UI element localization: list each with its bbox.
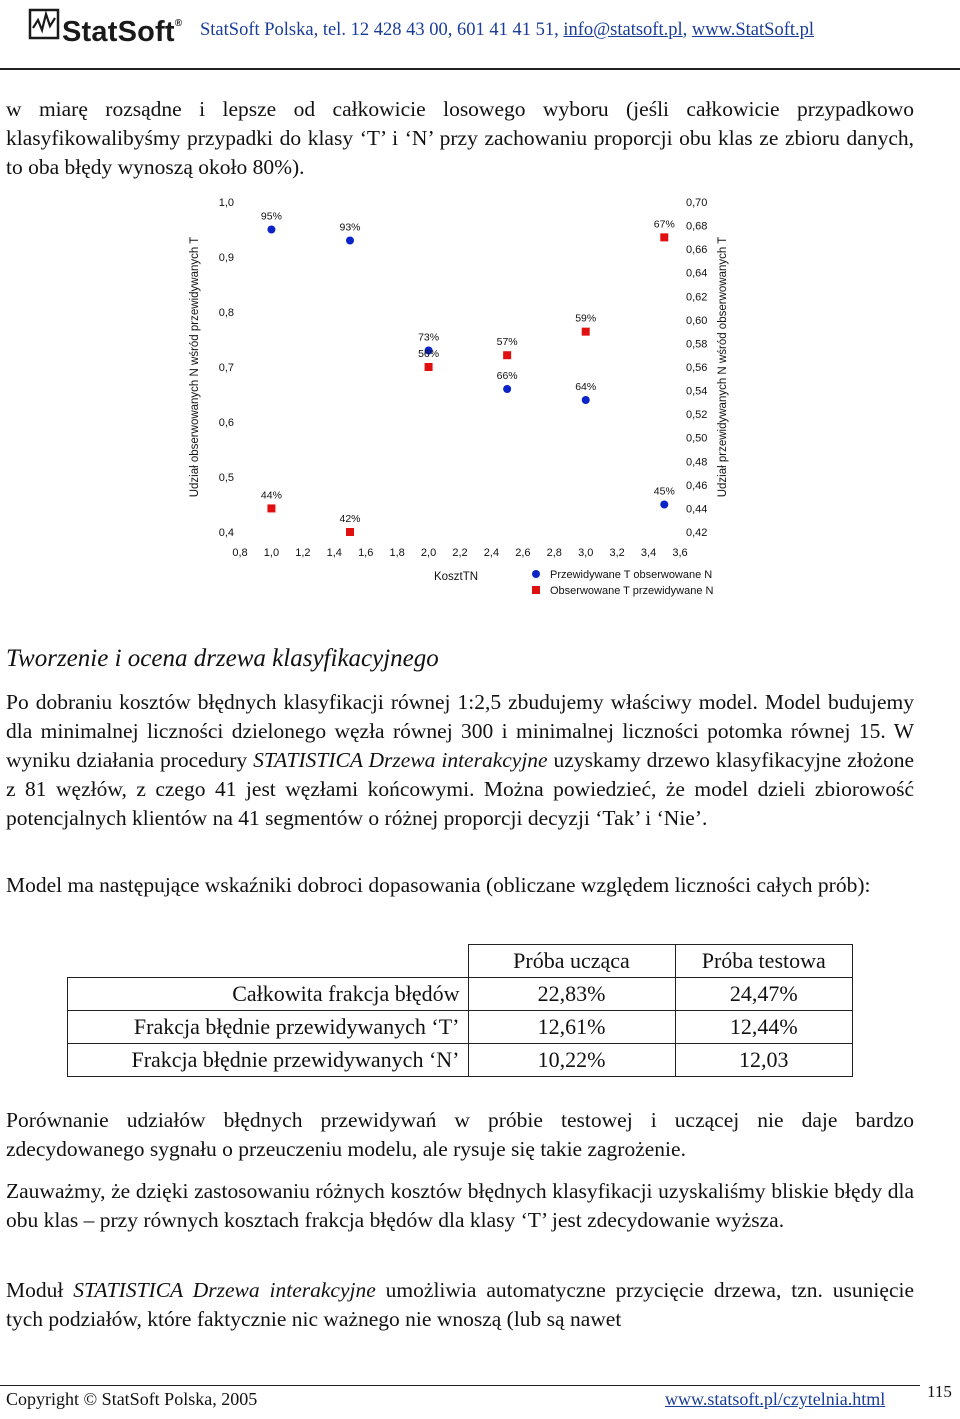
contact-text: StatSoft Polska, tel. 12 428 43 00, 601 41 41 51, — [200, 20, 564, 40]
logo-wordmark — [62, 16, 202, 49]
table-header-cell: Próba ucząca — [468, 945, 675, 978]
table-row — [68, 1011, 853, 1044]
data-label: 56% — [418, 348, 440, 360]
series-point-blue — [582, 396, 590, 404]
para5-text-a: Moduł — [6, 1278, 74, 1302]
table-row — [68, 1044, 853, 1077]
data-label: 42% — [339, 513, 361, 525]
legend-marker-square — [532, 586, 540, 594]
y-right-tick-label: 0,66 — [686, 244, 708, 257]
x-tick-label: 3,2 — [609, 547, 625, 559]
contact-separator: , — [682, 20, 692, 40]
table-cell: 10,22% — [468, 1044, 675, 1077]
paragraph-class-errors: Zauważmy, że dzięki zastosowaniu różnych kosztów błędnych klasyfikacji uzyskaliśmy bliskie błędy dla obu klas – przy równych kosztach frakcja błędów dla klasy ‘T’ jest zdecydowanie wyższa. — [6, 1179, 914, 1232]
x-tick-label: 1,2 — [295, 547, 311, 559]
y-right-tick-label: 0,44 — [686, 503, 708, 516]
data-label: 59% — [575, 312, 597, 325]
y-left-tick-label: 0,5 — [218, 472, 234, 484]
fit-statistics-table — [67, 944, 853, 1077]
paragraph-pruning — [6, 1276, 914, 1334]
y-left-tick-label: 0,4 — [218, 527, 234, 539]
y-left-tick-label: 0,9 — [218, 252, 234, 264]
data-label: 66% — [496, 370, 518, 382]
y-right-axis-label: Udział przewidywanych N wśród obserwowanych T — [717, 236, 729, 498]
x-tick-label: 1,4 — [326, 547, 342, 559]
series-point-red — [660, 233, 668, 241]
y-right-tick-label: 0,48 — [686, 456, 708, 469]
table-cell: 12,44% — [675, 1011, 853, 1044]
y-right-tick-label: 0,64 — [686, 267, 708, 280]
table-row-label: Frakcja błędnie przewidywanych ‘N’ — [68, 1044, 469, 1077]
table-row — [68, 978, 853, 1011]
y-right-tick-label: 0,56 — [686, 362, 708, 374]
header-contact — [200, 20, 814, 41]
paragraph-model-building — [6, 688, 914, 833]
footer-link[interactable]: www.statsoft.pl/czytelnia.html — [665, 1389, 886, 1409]
logo-text: StatSoft — [62, 16, 175, 48]
legend-entry: Obserwowane T przewidywane N — [550, 585, 714, 597]
table-header-cell: Próba testowa — [675, 945, 853, 978]
series-point-red — [346, 528, 354, 536]
intro-paragraph: w miarę rozsądne i lepsze od całkowicie losowego wyboru (jeśli całkowicie przypadkowo klasyfikowalibyśmy przypadki do klasy ‘T’ i ‘N’ przy zachowaniu proporcji obu klas ze zbioru danych, to oba błędy wynoszą około 80%). — [6, 97, 914, 179]
x-tick-label: 3,6 — [672, 547, 688, 559]
y-right-tick-label: 0,46 — [686, 479, 708, 492]
table-header-row — [68, 945, 853, 978]
x-tick-label: 1,8 — [389, 547, 405, 559]
data-label: 64% — [575, 381, 597, 393]
y-right-tick-label: 0,58 — [686, 338, 708, 351]
para1-text-b: uzyskamy drzewo klasyfikacyjne złożone z 81 węzłów, z czego 41 jest węzłami końcowymi. Można powiedzieć, że model dzieli zbiorowość potencjalnych klientów na 41 segmentów o różnej proporcji decyzji ‘Tak’ i ‘Nie’. — [6, 748, 914, 830]
para5-emphasis: STATISTICA Drzewa interakcyjne — [73, 1278, 376, 1302]
x-tick-label: 1,0 — [263, 547, 280, 559]
section-title: Tworzenie i ocena drzewa klasyfikacyjnego — [6, 645, 439, 672]
series-point-blue — [267, 226, 275, 234]
series-point-blue — [346, 237, 354, 245]
y-left-axis-label: Udział obserwowanych N wśród przewidywanych T — [189, 236, 201, 498]
data-label: 73% — [418, 331, 440, 344]
table-header-empty — [68, 945, 469, 978]
table-cell: 12,61% — [468, 1011, 675, 1044]
series-point-blue — [660, 501, 668, 509]
page-number: 115 — [927, 1382, 952, 1401]
header-divider — [0, 68, 960, 70]
y-right-tick-label: 0,42 — [686, 527, 708, 539]
data-label: 44% — [260, 489, 282, 502]
y-right-tick-label: 0,70 — [686, 197, 708, 209]
data-label: 67% — [653, 218, 675, 231]
x-tick-label: 2,2 — [452, 547, 468, 559]
table-row-label: Frakcja błędnie przewidywanych ‘T’ — [68, 1011, 469, 1044]
table-cell: 22,83% — [468, 978, 675, 1011]
x-tick-label: 2,0 — [420, 547, 437, 559]
x-tick-label: 3,0 — [578, 547, 594, 559]
x-tick-label: 0,8 — [232, 547, 248, 559]
x-tick-label: 2,6 — [515, 547, 531, 559]
y-right-tick-label: 0,68 — [686, 220, 708, 233]
y-right-tick-label: 0,54 — [686, 385, 708, 398]
y-left-tick-label: 0,8 — [218, 307, 234, 319]
legend-marker-circle — [532, 570, 540, 578]
series-point-red — [425, 363, 433, 371]
y-right-tick-label: 0,52 — [686, 409, 708, 422]
x-tick-label: 3,4 — [640, 547, 657, 559]
email-link[interactable]: info@statsoft.pl — [563, 20, 683, 40]
data-label: 95% — [260, 210, 282, 223]
y-left-tick-label: 0,7 — [218, 362, 234, 374]
website-link[interactable]: www.StatSoft.pl — [691, 20, 815, 40]
data-label: 93% — [339, 221, 361, 234]
para5-text-b: umożliwia automatyczne przycięcie drzewa, tzn. usunięcie tych podziałów, które faktycznie nic ważnego nie wnoszą (lub są nawet — [6, 1278, 914, 1331]
y-left-tick-label: 0,6 — [218, 417, 234, 429]
footer-divider — [0, 1385, 920, 1386]
data-label: 45% — [653, 485, 675, 498]
y-right-tick-label: 0,60 — [686, 314, 708, 327]
logo-registered-mark: ® — [174, 18, 183, 29]
data-label: 57% — [496, 336, 518, 349]
paragraph-fit-indicators: Model ma następujące wskaźniki dobroci dopasowania (obliczane względem liczności całych prób): — [6, 873, 871, 897]
table-row-label: Całkowita frakcja błędów — [68, 978, 469, 1011]
series-point-red — [582, 328, 590, 336]
footer-copyright: Copyright © StatSoft Polska, 2005 — [6, 1389, 258, 1409]
y-left-tick-label: 1,0 — [218, 197, 234, 209]
y-right-tick-label: 0,62 — [686, 291, 708, 304]
x-tick-label: 2,8 — [546, 547, 562, 559]
y-right-tick-label: 0,50 — [686, 432, 708, 445]
para1-text-a: Po dobraniu kosztów błędnych klasyfikacji równej 1:2,5 zbudujemy właściwy model. Model budujemy dla minimalnej liczności dzielonego węzła równej 300 i minimalnej liczności potomka równej 15. W wyniku działania procedury — [6, 690, 914, 772]
x-tick-label: 2,4 — [483, 547, 500, 559]
series-point-blue — [503, 385, 511, 393]
table-cell: 24,47% — [675, 978, 853, 1011]
table-cell: 12,03 — [675, 1044, 853, 1077]
x-axis-label: KosztTN — [433, 571, 479, 583]
para1-emphasis: STATISTICA Drzewa interakcyjne — [253, 748, 548, 772]
series-point-red — [267, 504, 275, 512]
legend-entry: Przewidywane T obserwowane N — [550, 569, 713, 581]
page-header — [0, 0, 960, 70]
cost-scatter-chart — [180, 190, 740, 610]
x-tick-label: 1,6 — [358, 547, 374, 559]
paragraph-overfitting: Porównanie udziałów błędnych przewidywań w próbie testowej i uczącej nie daje bardzo zdecydowanego sygnału o przeuczeniu modelu, ale rysuje się takie zagrożenie. — [6, 1108, 914, 1161]
series-point-red — [503, 351, 511, 359]
